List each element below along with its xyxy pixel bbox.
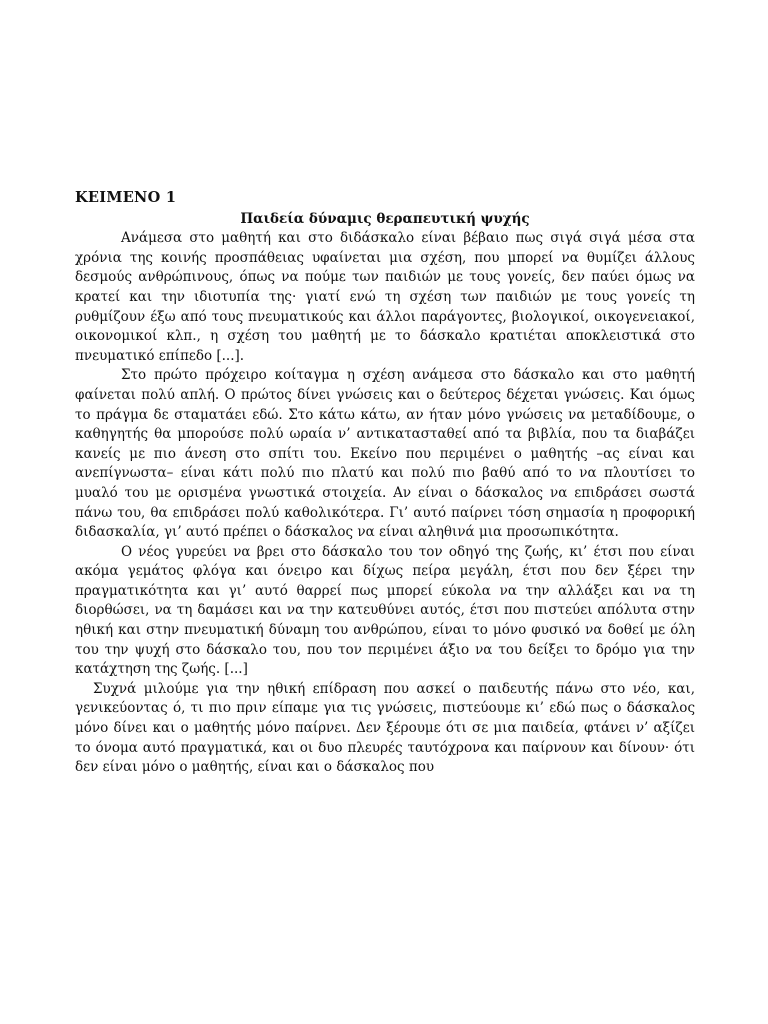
paragraph-3: Ο νέος γυρεύει να βρει στο δάσκαλο του τον οδηγό της ζωής, κι’ έτσι που είναι ακόμα γεμάτος φλόγα και όνειρο και δίχως πείρα μεγάλη, έτσι που δεν ξέρει την πραγματικότητα και γι’ αυτό θαρρεί πως μπορεί εύκολα να την αλλάξει και να τη διορθώσει, να τη δαμάσει και να την κατευθύνει αυτός, έτσι που πιστεύει απόλυτα στην ηθική και στην πνευματική δύναμη του ανθρώπου, είναι το μόνο φυσικό να δοθεί με όλη του την ψυχή στο δάσκαλο του, που τον περιμένει άξιο να του δείξει το δρόμο για την κατάχτηση της ζωής. [...]	[75, 543, 695, 678]
text-title: Παιδεία δύναμις θεραπευτική ψυχής	[240, 210, 530, 227]
document-body	[75, 188, 695, 778]
paragraph-1: Ανάμεσα στο μαθητή και στο διδάσκαλο είναι βέβαιο πως σιγά σιγά μέσα στα χρόνια της κοινής προσπάθειας υφαίνεται μια σχέση, που μπορεί να θυμίζει άλλους δεσμούς ανθρώπινους, όπως να πούμε των παιδιών με τους γονείς, δεν παύει όμως να κρατεί και την ιδιοτυπία της· γιατί ενώ τη σχέση των παιδιών με τους γονείς τη ρυθμίζουν έξω από τους πνευματικούς και άλλοι παράγοντες, βιολογικοί, οικογενειακοί, οικονομικοί κλπ., η σχέση του μαθητή με το δάσκαλο κρατιέται αποκλειστικά στο πνευματικό επίπεδο [...].	[75, 230, 695, 364]
paragraph-2: Στο πρώτο πρόχειρο κοίταγμα η σχέση ανάμεσα στο δάσκαλο και στο μαθητή φαίνεται πολύ απλή. Ο πρώτος δίνει γνώσεις και ο δεύτερος δέχεται γνώσεις. Και όμως το πράγμα δε σταματάει εδώ. Στο κάτω κάτω, αν ήταν μόνο γνώσεις να μεταδίδουμε, ο καθηγητής θα μπορούσε πολύ ωραία ν’ αντικατασταθεί από τα βιβλία, που τα διαβάζει κανείς με πιο άνεση στο σπίτι του. Εκείνο που περιμένει ο μαθητής –ας είναι και ανεπίγνωστα– είναι κάτι πολύ πιο πλατύ και πολύ πιο βαθύ από το να πλουτίσει το μυαλό του με ορισμένα γνωστικά στοιχεία. Αν είναι ο δάσκαλος να επιδράσει σωστά πάνω του, θα επιδράσει πολύ καθολικότερα. Γι’ αυτό παίρνει τόση σημασία η προφορική διδασκαλία, γι’ αυτό πρέπει ο δάσκαλος να είναι αληθινά μια προσωπικότητα.	[75, 367, 695, 541]
paragraph-4: Συχνά μιλούμε για την ηθική επίδραση που ασκεί ο παιδευτής πάνω στο νέο, και, γενικεύοντας ό, τι πιο πριν είπαμε για τις γνώσεις, πιστεύουμε κι’ εδώ πως ο δάσκαλος μόνο δίνει και ο μαθητής μόνο παίρνει. Δεν ξέρουμε ότι σε μια παιδεία, φτάνει ν’ αξίζει το όνομα αυτό πραγματικά, και οι δυο πλευρές ταυτόχρονα και παίρνουν και δίνουν· ότι δεν είναι μόνο ο μαθητής, είναι και ο δάσκαλος που	[75, 680, 695, 776]
text-heading: ΚΕΙΜΕΝΟ 1	[75, 189, 177, 206]
